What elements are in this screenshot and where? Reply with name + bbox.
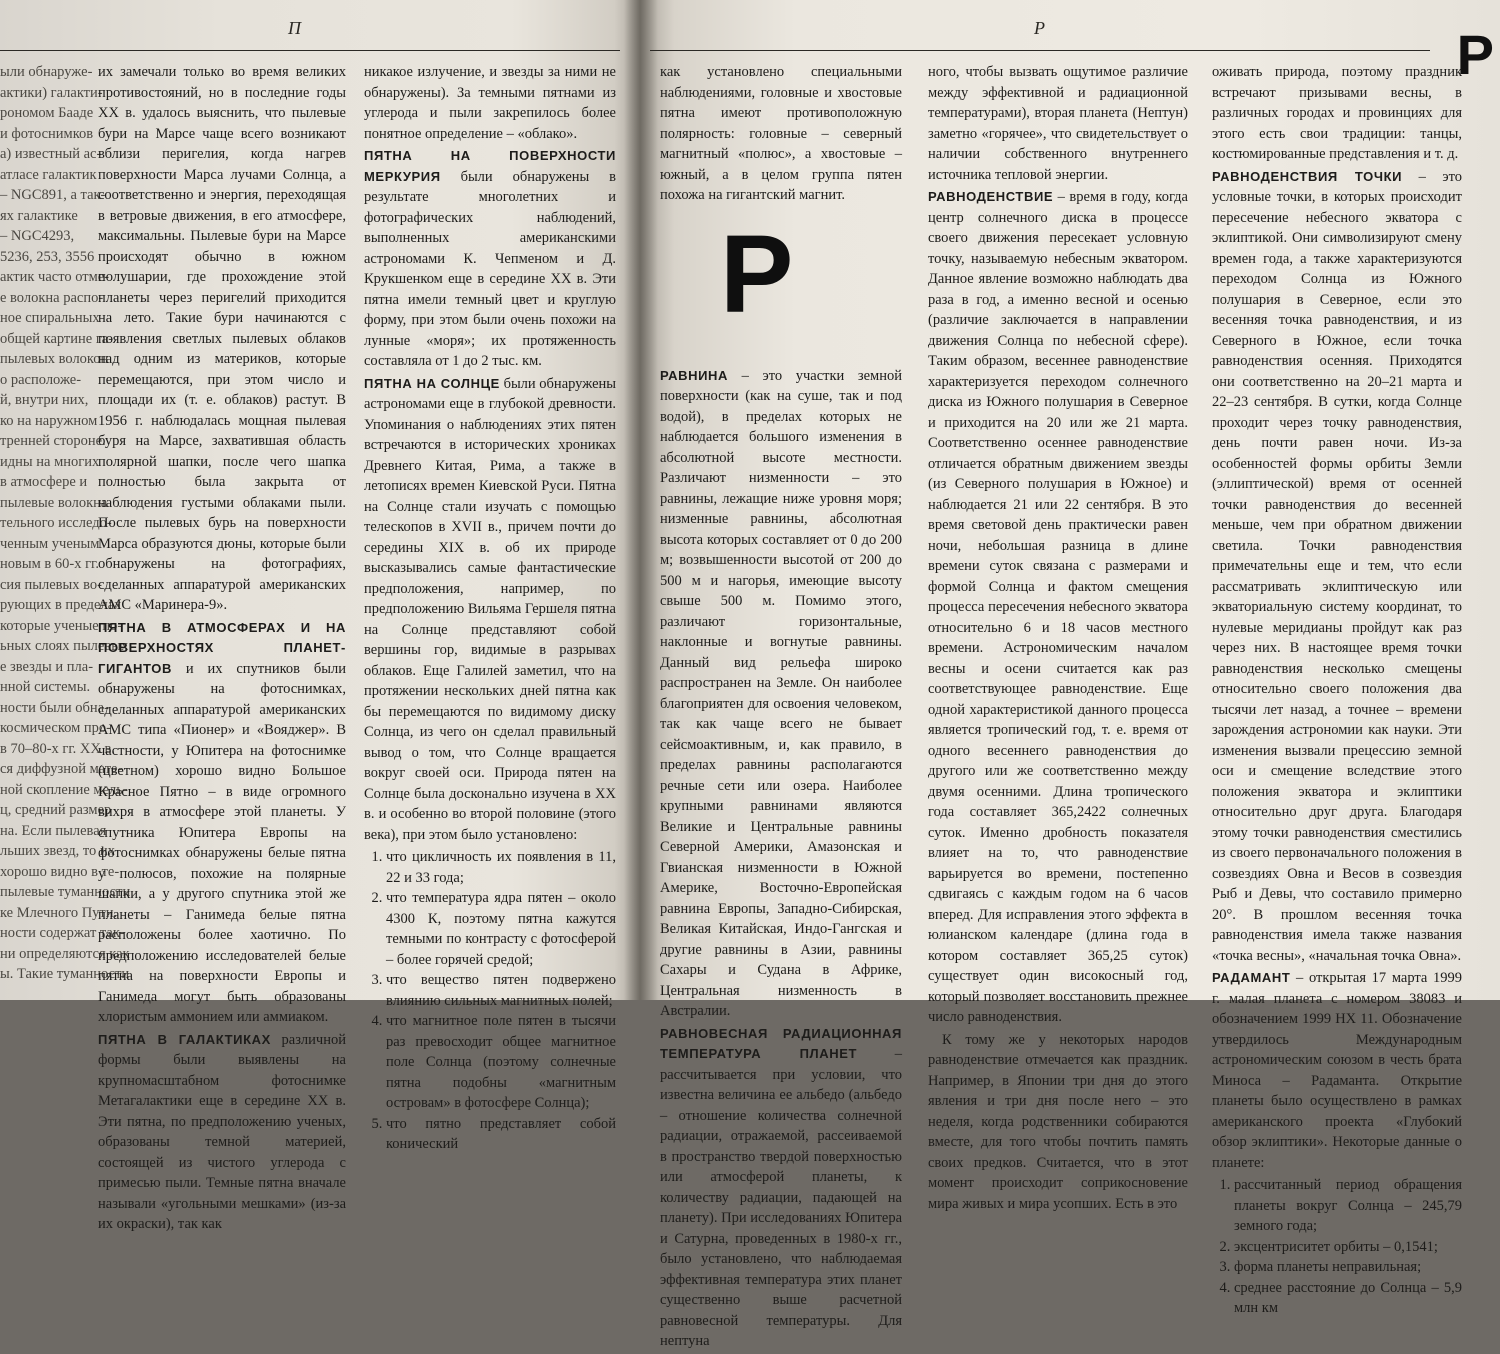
- right-head-rule: [650, 50, 1430, 51]
- clipped-text-line: в 70–80-х гг. XX в.: [0, 740, 115, 757]
- entry-term: РАВНОДЕНСТВИЯ ТОЧКИ: [1212, 168, 1403, 184]
- dictionary-entry: [98, 1030, 346, 1235]
- entry-term: ПЯТНА НА СОЛНЦЕ: [364, 375, 500, 391]
- clipped-text-line: – NGC4293,: [0, 228, 75, 244]
- numbered-list: [364, 847, 616, 1155]
- clipped-text-line: ни определяются как: [0, 945, 130, 962]
- dictionary-entry: [364, 146, 616, 372]
- entry-text: были обнаружены астрономами еще в глубокой древности. Упоминания о наблюдениях этих пятен встречаются в исторических хрониках Древнего Китая, Рима, а также в летописях времен Киевской Руси. Пятна на Солнце стали изучать с помощью телескопов в XVII в., причем почти до середины XIX в. об их природе высказывались самые фантастические предположения, например, по предположению Вильяма Гершеля пятна на Солнце представляют собой вершины гор, видимые в разрывах облаков. Еще Галилей заметил, что на протяжении нескольких дней пятна как бы перемещаются по видимому диску Солнца, из чего он сделал правильный вывод о том, что Солнце вращается вокруг своей оси. Природа пятен на Солнце была досконально изучена в XX в. и особенно во второй половине (этого века), при этом было установлено:: [364, 375, 617, 843]
- list-item: 1. что цикличность их появления в 11, 22 и 33 года;: [386, 847, 616, 888]
- clipped-text-line: ц, средний размер: [0, 802, 112, 818]
- entry-text: – открытая 17 марта 1999 г. малая планета с номером 38083 и обозначением 1999 HX 11. Обозначение утвердилось Международным астрономическим союзом в честь брата Миноса – Радаманта. Открытие планеты было осуществлено в рамках американского проекта «Глубокий обзор эклиптики». Некоторые данные о планете:: [1212, 970, 1462, 1171]
- right-column-1: [660, 62, 902, 1354]
- dictionary-entry: [660, 1024, 902, 1352]
- clipped-text-line: о расположе-: [0, 371, 82, 388]
- entry-text: были обнаружены в результате многолетних и фотографических наблюдений, выполненных американскими астрономами К. Чепменом и Д. Крукшенком еще в середине XX в. Эти пятна имели темный цвет и круглую форму, при этом были очень похожи на лунные «моря»; их протяженность составляла от 1 до 2 тыс. км.: [364, 168, 616, 369]
- paragraph: К тому же у некоторых народов равноденствие отмечается как праздник. Например, в Японии три дня до этого явления и три дня после него – это неделя, когда родственники собираются вместе, для того чтобы почтить память своих предков. Считается, что в этот момент происходит соприкосновение мира живых и мира усопших. Есть в это: [928, 1031, 1188, 1212]
- clipped-text-line: нной системы.: [0, 679, 91, 695]
- left-head-rule: [0, 50, 620, 51]
- paragraph: как установлено специальными наблюдениями, головные и хвостовые пятна имеют противоположную полярность: головные – северный магнитный «полюс», а хвостовые – южный, а в целом группа пятен похожа на гигантский магнит.: [660, 64, 902, 203]
- clipped-text-line: в атмосфере и: [0, 474, 88, 490]
- dictionary-entry: [928, 187, 1188, 1028]
- list-item: 5. что пятно представляет собой конический: [386, 1114, 616, 1155]
- clipped-text-line: ное спиральных: [0, 310, 100, 326]
- entry-text: различной формы были выявлены на крупномасштабном фотоснимке Метагалактики еще в середине XX в. Эти пятна, по предположению ученых, образованы темной материей, состоящей из чистого углерода с примесью пыли. Темные пятна вначале называли «угольными мешками» (из-за их окраски), так как: [98, 1031, 346, 1232]
- entry-term: ПЯТНА В АТМОСФЕРАХ И НА ПОВЕРХНОСТЯХ ПЛАНЕТ-ГИГАНТОВ: [98, 619, 346, 676]
- book-gutter: [624, 0, 658, 1000]
- dictionary-entry: [1212, 968, 1462, 1173]
- left-column-3: [364, 62, 616, 1155]
- clipped-text-line: е волокна распо-: [0, 289, 104, 306]
- clipped-text-line: ыли обнаруже-: [0, 64, 93, 80]
- entry-term: РАВНОВЕСНАЯ РАДИАЦИОННАЯ ТЕМПЕРАТУРА ПЛАНЕТ: [660, 1025, 902, 1061]
- entry-text: – рассчитывается при условии, что известна величина ее альбедо (альбедо – отношение количества солнечной радиации, отражаемой, рассеиваемой в пространство твердой поверхностью или атмосферой планеты, к количеству радиации, падающей на планету). При исследованиях Юпитера и Сатурна, проведенных в 1980-х гг., было установлено, что наблюдаемая эффективная температура этих планет существенно выше расчетной равновесной температуры. Для нептуна: [660, 1046, 902, 1349]
- right-running-head: Р: [1034, 18, 1045, 38]
- clipped-text-line: – NGC891, а так-: [0, 187, 106, 203]
- list-item: 1. рассчитанный период обращения планеты вокруг Солнца – 245,79 земного года;: [1234, 1175, 1462, 1237]
- clipped-text-line: актик часто отме-: [0, 269, 110, 285]
- clipped-text-line: тельного исследо-: [0, 515, 112, 531]
- clipped-text-line: и фотоснимков: [0, 125, 94, 142]
- entry-text: – время в году, когда центр солнечного диска в процессе своего движения пересекает условную точку, называемую небесным экватором. Данное явление возможно наблюдать два раза в год, а именно весной и осенью (различие заключается в направлении движения Солнца по небесной сфере). Таким образом, весеннее равноденствие характеризуется переходом солнечного диска из Южного полушария в Северное и приходится на 20 или же 21 марта. Соответственно осеннее равноденствие отличается обратным движением звезды (из Северного полушария в Южное) и наблюдается 21 или 22 сентября. В это время световой день практически равен ночи, небольшая разница в длине времени суток связана с размерами и формой Солнца и фактом смещения процесса пересечения небесного экватора относительно 6 и 18 часов местного времени. Астрономическим началом весны и осени считается как раз соответствующее равноденствие. Еще одной характеристикой данного процесса является тропический год, т. е. время от одного весеннего равноденствия до другого или же соответственно между двумя осенними. Длина тропического года составляет 365,2422 солнечных суток. Именно дробность показателя влияет на то, что равноденствие варьируется во времени, постепенно сдвигаясь с каждым годом на 6 часов вперед. Для исправления этого эффекта в юлианском календаре (длина года в котором составляет 365,25 суток) существует один високосный год, который позволяет восстановить прежнее число равноденствия.: [928, 189, 1188, 1025]
- entry-text: – это условные точки, в которых происходит пересечение небесного экватора с эклиптикой. Они символизируют смену времен года, а также характеризуются переходом Солнца из Южного полушария в Северное, если это весенняя точка равноденствия, и из Северного в Южное, если точка равноденствия осенняя. Приходятся они соответственно на 20–21 марта и 22–23 сентября. В сутки, когда Солнце проходит через точку равноденствия, день почти равен ночи. Из-за особенностей формы орбиты Земли (эллиптической) время от осенней точки равноденствия до весенней меньше, чем при обратном движении светила. Точки равноденствия примечательны еще и тем, что если рассматривать эклиптическую или экваториальную систему координат, то нулевые меридианы пройдут как раз через них. В настоящее время точки равноденствия несколько смещены относительно своего положения два тысячи лет назад, а точнее – времени зарождения астрономии как науки. Эти изменения вызвали прецессию земной оси и смещение вследствие этого положения экватора и эклиптики относительно друг друга. Благодаря этому точки равноденствия сместились из своего первоначального положения в созвездиях Овна и Весов в созвездия Рыб и Девы, что составило примерно 20°. В прошлом весенняя точка равноденствия имела также названия «точка весны», «начальная точка Овна».: [1212, 168, 1462, 964]
- clipped-text-line: пылевые туманности: [0, 884, 131, 900]
- left-running-head: П: [288, 18, 301, 38]
- clipped-text-line: ы. Такие туманности: [0, 966, 130, 982]
- clipped-text-line: й, внутри них,: [0, 392, 89, 408]
- entry-term: РАДАМАНТ: [1212, 970, 1291, 985]
- left-column-1: [0, 62, 131, 985]
- list-item: 2. эксцентриситет орбиты – 0,1541;: [1234, 1237, 1462, 1258]
- clipped-text-line: сия пылевых во-: [0, 576, 102, 593]
- section-letter: Р: [720, 212, 794, 336]
- clipped-text-line: рономом Бааде: [0, 105, 94, 121]
- list-item: 3. что вещество пятен подвержено влиянию сильных магнитных полей;: [386, 970, 616, 1011]
- clipped-text-line: ях галактике: [0, 207, 78, 224]
- clipped-text-line: ьных слоях пылевых: [0, 638, 129, 654]
- clipped-text-line: льших звезд, то их: [0, 843, 115, 859]
- clipped-text-line: тренней стороне.: [0, 433, 106, 449]
- corner-section-letter: Р: [1456, 23, 1494, 86]
- clipped-text-line: на. Если пылевая: [0, 822, 107, 839]
- left-column-2: [98, 62, 346, 1237]
- dictionary-entry: [98, 618, 346, 1028]
- list-item: 4. что магнитное поле пятен в тысячи раз превосходит общее магнитное поле Солнца (поэтому солнечные пятна подобны «магнитным островам» в фотосфере Солнца);: [386, 1011, 616, 1114]
- clipped-text-line: ке Млечного Пути.: [0, 904, 118, 921]
- entry-term: РАВНИНА: [660, 367, 729, 383]
- paragraph: никакое излучение, и звезды за ними не обнаружены). За темными пятнами из углерода и пыли закрепилось более понятное определение – «облако».: [364, 64, 616, 142]
- entry-term: ПЯТНА В ГАЛАКТИКАХ: [98, 1031, 271, 1047]
- entry-term: ПЯТНА НА ПОВЕРХНОСТИ МЕРКУРИЯ: [364, 148, 616, 184]
- clipped-text-line: а) известный ас-: [0, 146, 102, 162]
- clipped-text-line: ченным ученым: [0, 535, 100, 552]
- paragraph: ного, чтобы вызвать ощутимое различие между эффективной и радиационной температурами), вторая планета (Нептун) заметно «горячее», что свидетельствует о наличии собственного внутреннего источника тепловой энергии.: [928, 64, 1188, 183]
- clipped-text-line: идны на многих: [0, 453, 100, 470]
- clipped-text-line: ся диффузной мате-: [0, 761, 123, 777]
- paragraph: оживать природа, поэтому праздник встречают призывами весны, в различных городах и провинциях для этого есть свои традиции: танцы, костюмированные представления и т. д.: [1212, 64, 1462, 162]
- clipped-text-line: новым в 60-х гг.: [0, 556, 99, 572]
- entry-text: и их спутников были обнаружены на фотоснимках, сделанных аппаратурой американских АМС типа «Пионер» и «Вояджер». В частности, у Юпитера на фотоснимке (цветном) хорошо видно Большое Красное Пятно – в виде огромного вихря в атмосфере этой планеты. У спутника Юпитера Европы на фотоснимках обнаружены белые пятна у полюсов, похожие на полярные шапки, а у другого спутника этой же планеты – Ганимеда белые пятна расположены более хаотично. По предположению исследователей белые пятна на поверхности Европы и Ганимеда могут быть образованы хлористым аммонием или аммиаком.: [98, 660, 346, 1025]
- clipped-text-line: актики) галакти-: [0, 84, 103, 101]
- clipped-text-line: ко на наружном: [0, 412, 98, 429]
- dictionary-entry: [1212, 167, 1462, 967]
- list-item: 2. что температура ядра пятен – около 4300 К, поэтому пятна кажутся темными по контрасту с фотосферой – более горячей средой;: [386, 888, 616, 970]
- dictionary-entry: [364, 374, 616, 846]
- list-item: 4. среднее расстояние до Солнца – 5,9 млн км: [1234, 1278, 1462, 1319]
- clipped-text-line: 5236, 253, 3556: [0, 248, 95, 265]
- clipped-text-line: рующих в пределах: [0, 597, 122, 613]
- dictionary-entry: [660, 366, 902, 1022]
- right-page: [640, 0, 1500, 1349]
- clipped-text-line: пылевые волокна: [0, 494, 108, 511]
- entry-text: – это участки земной поверхности (как на суше, так и под водой), в пределах которых не наблюдается большого изменения в абсолютной высоте местности. Различают низменности – это равнины, лежащие ниже уровня моря; низменные равнины, абсолютная высота которых составляет от 0 до 200 м; возвышенности высотой от 200 до 500 м и нагорья, имеющие высоту свыше 500 м. Помимо этого, различают горизонтальные, наклонные и вогнутые равнины. Данный вид рельефа широко распространен на Земле. Он наиболее благоприятен для освоения человеком, так как чаще всего не бывает сейсмоактивным, и, как правило, в пределах равнины располагаются речные сети или озера. Наиболее крупными равнинами являются Великие и Центральные равнины Северной Америки, Амазонская и Гвианская низменности в Южной Америке, Восточно-Европейская равнина Европы, Западно-Сибирская, Великая Китайская, Индо-Гангская и другие равнины в Азии, равнины Сахары и Судана в Африке, Центральная низменность в Австралии.: [660, 367, 902, 1019]
- paragraph: их замечали только во время великих противостояний, но в последние годы XX в. удалось выяснить, что пылевые бури на Марсе чаще всего возникают вблизи перигелия, когда нагрев поверхности Марса лучами Солнца, а соответственно и энергия, переходящая в ветровые движения, в его атмосфере, максимальны. Пылевые бури на Марсе происходят обычно в южном полушарии, где прохождение этой планеты через перигелий приходится на лето. Такие бури начинаются с появления светлых пылевых облаков над одним из материков, которые перемещаются, при этом число и площади их (т. е. облаков) растут. В 1956 г. наблюдалась мощная пылевая буря на Марсе, захватившая область полярной шапки, после чего шапка полностью была закрыта от наблюдения густыми облаками пыли. После пылевых бурь на поверхности Марса образуются дюны, которые были обнаружены на фотографиях, сделанных аппаратурой американских АМС «Маринера-9».: [98, 64, 346, 613]
- clipped-text-line: ности были обна-: [0, 699, 109, 716]
- clipped-text-line: ности содержат так-: [0, 925, 125, 941]
- clipped-text-line: хорошо видно в те-: [0, 863, 120, 880]
- right-column-2: [928, 62, 1188, 1216]
- right-column-3: [1212, 62, 1462, 1319]
- left-page: [0, 0, 640, 1232]
- entry-term: РАВНОДЕНСТВИЕ: [928, 189, 1054, 204]
- clipped-text-line: е звезды и пла-: [0, 658, 94, 675]
- list-item: 3. форма планеты неправильная;: [1234, 1257, 1462, 1278]
- clipped-text-line: пылевых волокон: [0, 351, 109, 367]
- clipped-text-line: общей картине га-: [0, 330, 114, 347]
- clipped-text-line: которые ученые по-: [0, 617, 123, 634]
- clipped-text-line: ной скопление мель-: [0, 781, 128, 798]
- numbered-list: [1212, 1175, 1462, 1319]
- clipped-text-line: атласе галактик: [0, 166, 97, 183]
- clipped-text-line: космическом про-: [0, 720, 111, 736]
